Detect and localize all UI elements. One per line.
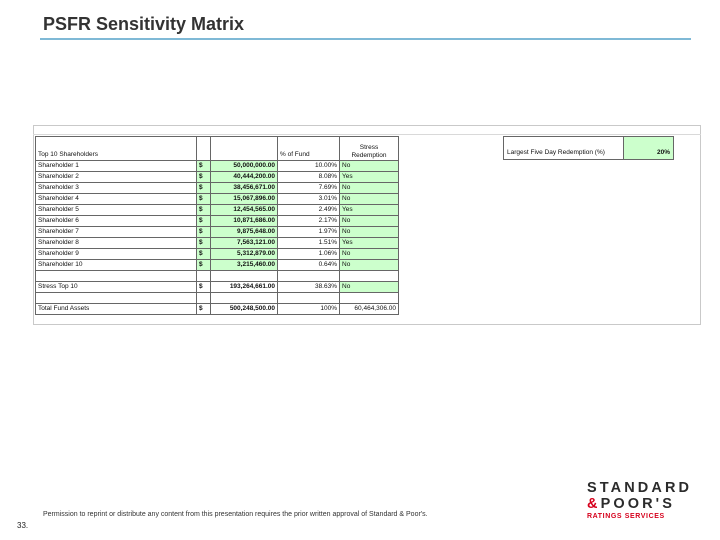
row-currency: $: [197, 205, 211, 216]
logo-line-poors: [587, 496, 702, 512]
row-pct: 10.00%: [278, 161, 340, 172]
row-pct: 1.51%: [278, 238, 340, 249]
row-amount: 38,456,671.00: [211, 183, 278, 194]
largest-redemption-table: [503, 136, 674, 160]
table-row: [36, 205, 399, 216]
table-row: [36, 194, 399, 205]
logo-line-ratings: RATINGS SERVICES: [587, 513, 665, 520]
row-amount: 7,563,121.00: [211, 238, 278, 249]
page-number: 33.: [17, 521, 29, 530]
header-stress-line1: Stress: [359, 144, 379, 151]
row-flag: No: [340, 227, 399, 238]
largest-redemption-row: [504, 137, 674, 160]
row-flag: Yes: [340, 238, 399, 249]
row-pct: 2.17%: [278, 216, 340, 227]
row-flag: No: [340, 194, 399, 205]
spacer-cell: [36, 293, 197, 304]
largest-redemption-value: 20%: [624, 137, 674, 160]
copyright-notice: Permission to reprint or distribute any content from this presentation requires the prior written approval of Standard & Poor's.: [43, 511, 428, 518]
row-flag: No: [340, 161, 399, 172]
row-name: Shareholder 3: [36, 183, 197, 194]
spreadsheet-top-row: [33, 125, 701, 135]
table-row: [36, 161, 399, 172]
row-name: Shareholder 7: [36, 227, 197, 238]
spacer-row: [36, 293, 399, 304]
table-row: [36, 227, 399, 238]
row-pct: 8.08%: [278, 172, 340, 183]
row-pct: 1.06%: [278, 249, 340, 260]
stress-row: [36, 282, 399, 293]
spacer-cell: [197, 271, 211, 282]
row-name: Shareholder 2: [36, 172, 197, 183]
table-row: [36, 260, 399, 271]
spacer-cell: [340, 271, 399, 282]
row-currency: $: [197, 238, 211, 249]
row-amount: 3,215,460.00: [211, 260, 278, 271]
row-currency: $: [197, 249, 211, 260]
row-pct: 3.01%: [278, 194, 340, 205]
largest-redemption-label: Largest Five Day Redemption (%): [504, 137, 624, 160]
logo-line-standard: STANDARD: [587, 480, 693, 496]
spacer-cell: [211, 271, 278, 282]
stress-row-currency: $: [197, 282, 211, 293]
row-amount: 50,000,000.00: [211, 161, 278, 172]
row-flag: Yes: [340, 205, 399, 216]
row-name: Shareholder 8: [36, 238, 197, 249]
spacer-cell: [197, 293, 211, 304]
stress-row-pct: 38.63%: [278, 282, 340, 293]
header-stress-line2: Redemption: [351, 152, 387, 159]
table-row: [36, 183, 399, 194]
row-amount: 10,871,686.00: [211, 216, 278, 227]
standard-and-poors-logo: [587, 480, 702, 520]
row-amount: 12,454,565.00: [211, 205, 278, 216]
spacer-cell: [36, 271, 197, 282]
logo-ampersand: &: [587, 496, 601, 512]
row-amount: 40,444,200.00: [211, 172, 278, 183]
table-header-row: [36, 137, 399, 161]
row-amount: 15,067,896.00: [211, 194, 278, 205]
row-currency: $: [197, 194, 211, 205]
spacer-cell: [340, 293, 399, 304]
sensitivity-matrix-table: [35, 136, 399, 315]
row-flag: No: [340, 260, 399, 271]
row-currency: $: [197, 161, 211, 172]
row-name: Shareholder 10: [36, 260, 197, 271]
header-pct-of-fund: % of Fund: [278, 137, 340, 161]
slide-title: PSFR Sensitivity Matrix: [43, 14, 245, 34]
row-currency: $: [197, 216, 211, 227]
total-row: [36, 304, 399, 315]
row-flag: Yes: [340, 172, 399, 183]
row-name: Shareholder 4: [36, 194, 197, 205]
header-stress-redemption: [340, 137, 399, 161]
spacer-row: [36, 271, 399, 282]
logo-poors-text: POOR'S: [600, 496, 675, 512]
table-row: [36, 249, 399, 260]
spacer-cell: [211, 293, 278, 304]
table-row: [36, 238, 399, 249]
title-divider: [40, 38, 691, 40]
total-row-amount: 500,248,500.00: [211, 304, 278, 315]
row-currency: $: [197, 172, 211, 183]
stress-row-amount: 193,264,661.00: [211, 282, 278, 293]
total-row-name: Total Fund Assets: [36, 304, 197, 315]
total-row-currency: $: [197, 304, 211, 315]
row-pct: 0.64%: [278, 260, 340, 271]
row-flag: No: [340, 183, 399, 194]
row-currency: $: [197, 227, 211, 238]
row-pct: 1.97%: [278, 227, 340, 238]
total-row-pct: 100%: [278, 304, 340, 315]
row-amount: 9,875,648.00: [211, 227, 278, 238]
row-name: Shareholder 1: [36, 161, 197, 172]
row-pct: 7.69%: [278, 183, 340, 194]
spacer-cell: [278, 271, 340, 282]
row-name: Shareholder 6: [36, 216, 197, 227]
header-shareholders: Top 10 Shareholders: [36, 137, 197, 161]
row-currency: $: [197, 260, 211, 271]
row-amount: 5,312,879.00: [211, 249, 278, 260]
header-currency-blank: [197, 137, 211, 161]
row-pct: 2.49%: [278, 205, 340, 216]
stress-row-flag: No: [340, 282, 399, 293]
header-amount-blank: [211, 137, 278, 161]
row-name: Shareholder 5: [36, 205, 197, 216]
stress-row-name: Stress Top 10: [36, 282, 197, 293]
table-row: [36, 172, 399, 183]
row-currency: $: [197, 183, 211, 194]
row-name: Shareholder 9: [36, 249, 197, 260]
table-row: [36, 216, 399, 227]
row-flag: No: [340, 249, 399, 260]
spacer-cell: [278, 293, 340, 304]
row-flag: No: [340, 216, 399, 227]
total-row-value: 60,464,306.00: [340, 304, 399, 315]
